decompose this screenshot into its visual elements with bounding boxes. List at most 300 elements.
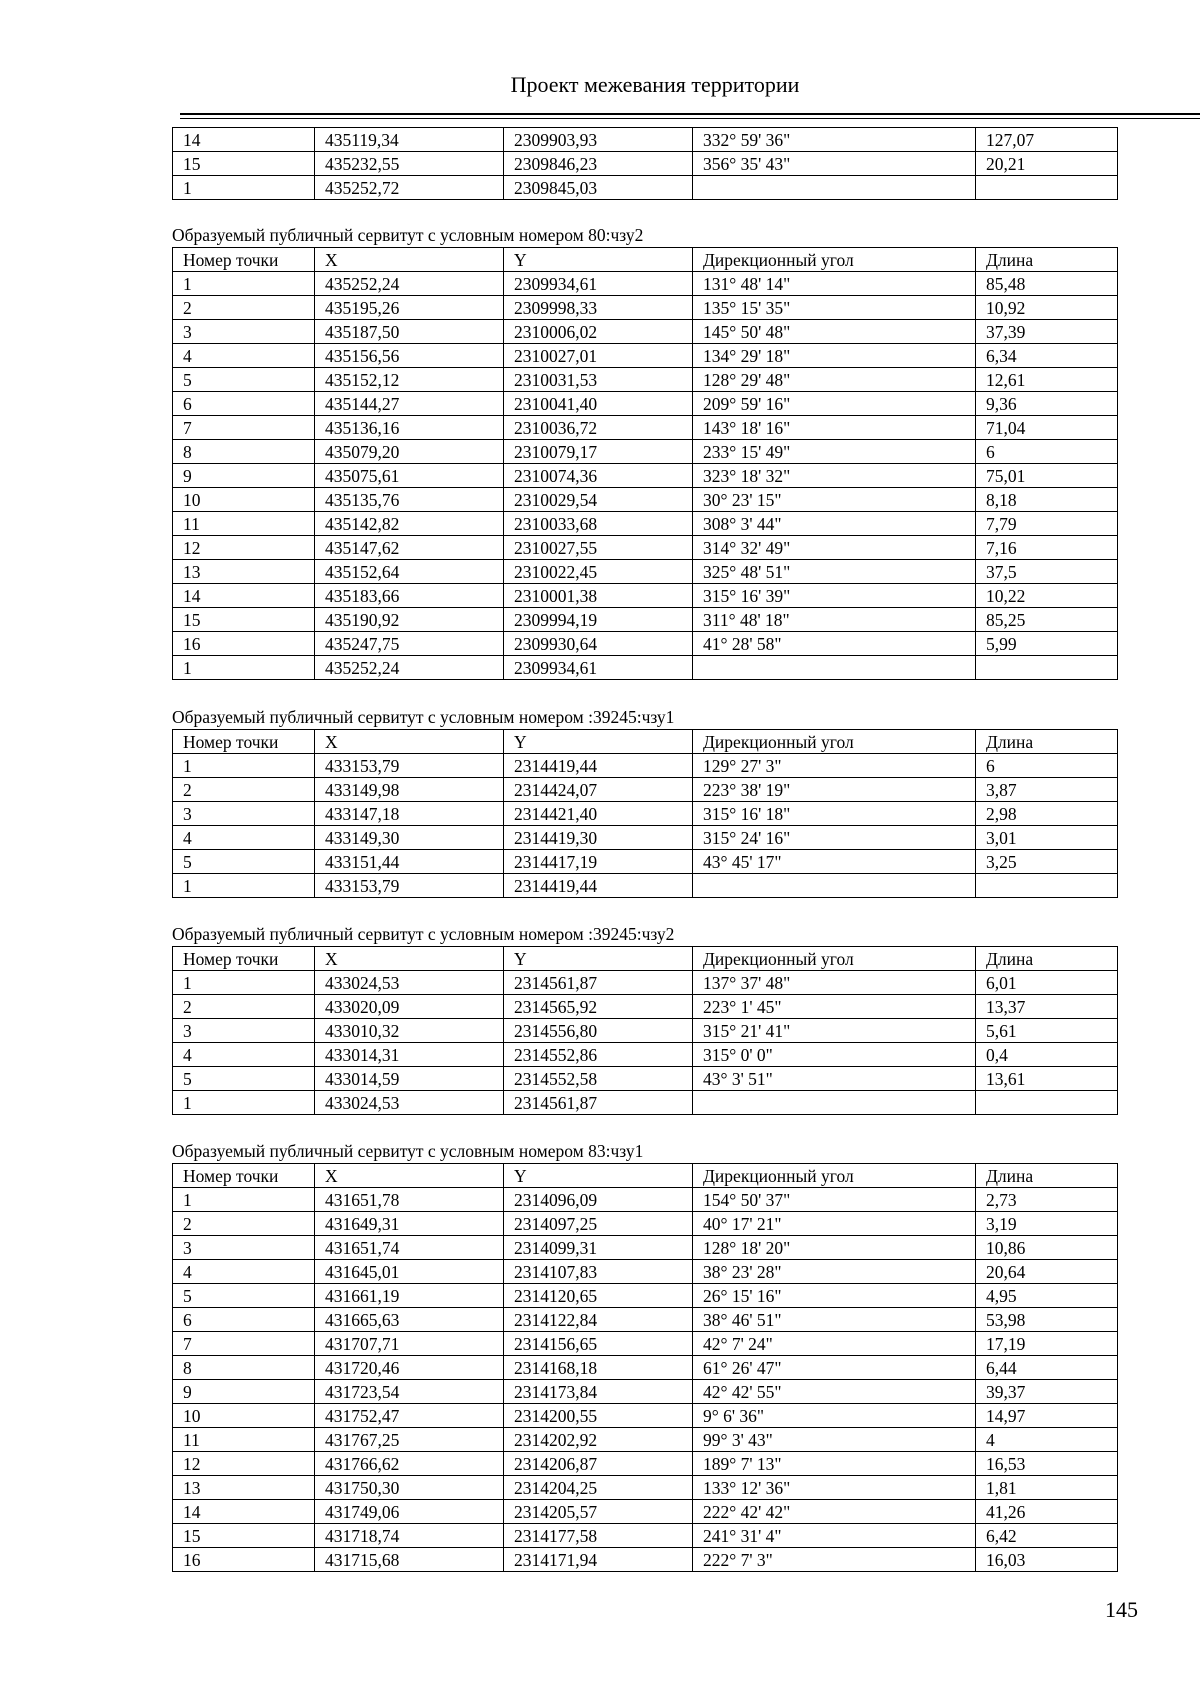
document-title: Проект межевания территории [510,72,800,97]
table-cell: 433020,09 [315,995,504,1019]
table-cell: 2314421,40 [504,802,693,826]
table-row [173,1356,1118,1380]
table-cell: 10 [173,488,315,512]
table-cell: 433151,44 [315,850,504,874]
column-header: Дирекционный угол [693,730,976,754]
table-cell: 3 [173,320,315,344]
table-cell: 6 [976,754,1118,778]
table-cell: 2309903,93 [504,128,693,152]
table-cell: 435152,12 [315,368,504,392]
column-header: Номер точки [173,730,315,754]
table-row [173,1067,1118,1091]
table-cell: 2314168,18 [504,1356,693,1380]
table-cell: 431715,68 [315,1548,504,1572]
table-cell: 435135,76 [315,488,504,512]
coordinates-table [172,1163,1118,1572]
table-cell: 433149,30 [315,826,504,850]
table-cell: 2 [173,778,315,802]
table-cell [976,874,1118,898]
table-cell: 6 [173,1308,315,1332]
table-cell: 223° 1' 45" [693,995,976,1019]
table-cell: 431720,46 [315,1356,504,1380]
coordinates-table [172,729,1118,898]
table-cell: 2314202,92 [504,1428,693,1452]
table-row [173,1091,1118,1115]
table-row [173,1019,1118,1043]
table-cell: 435142,82 [315,512,504,536]
table-cell: 2310031,53 [504,368,693,392]
column-header: Длина [976,947,1118,971]
table-cell: 2,98 [976,802,1118,826]
table-cell: 5 [173,850,315,874]
table-cell: 10,22 [976,584,1118,608]
table-cell: 38° 46' 51" [693,1308,976,1332]
table-cell: 435156,56 [315,344,504,368]
section-caption: Образуемый публичный сервитут с условным номером :39245:чзу2 [172,924,675,944]
table-cell: 433147,18 [315,802,504,826]
table-cell: 15 [173,152,315,176]
table-row [173,416,1118,440]
table-row [173,874,1118,898]
table-cell: 435252,72 [315,176,504,200]
table-cell: 71,04 [976,416,1118,440]
table-cell: 2314419,44 [504,874,693,898]
table-cell: 435152,64 [315,560,504,584]
table-cell: 2309934,61 [504,272,693,296]
table-row [173,464,1118,488]
table-cell: 2309846,23 [504,152,693,176]
table-cell: 30° 23' 15" [693,488,976,512]
table-cell: 128° 18' 20" [693,1236,976,1260]
table-cell: 2314096,09 [504,1188,693,1212]
table-header-row [173,1164,1118,1188]
table-cell: 7,16 [976,536,1118,560]
column-header: X [315,248,504,272]
table-cell: 135° 15' 35" [693,296,976,320]
table-row [173,850,1118,874]
table-row [173,1428,1118,1452]
table-cell: 189° 7' 13" [693,1452,976,1476]
table-cell: 99° 3' 43" [693,1428,976,1452]
table-cell: 41° 28' 58" [693,632,976,656]
table-cell: 431665,63 [315,1308,504,1332]
table-cell: 435190,92 [315,608,504,632]
table-cell: 435252,24 [315,656,504,680]
table-cell: 325° 48' 51" [693,560,976,584]
column-header: Y [504,1164,693,1188]
table-cell: 431649,31 [315,1212,504,1236]
table-cell: 11 [173,512,315,536]
table-cell: 433014,59 [315,1067,504,1091]
table-cell: 6,34 [976,344,1118,368]
table-cell: 435136,16 [315,416,504,440]
table-cell: 4 [976,1428,1118,1452]
table-row [173,1212,1118,1236]
table-cell [976,656,1118,680]
table-cell: 435187,50 [315,320,504,344]
table-cell: 435075,61 [315,464,504,488]
table-cell: 26° 15' 16" [693,1284,976,1308]
table-row [173,656,1118,680]
table-cell: 4,95 [976,1284,1118,1308]
table-cell: 315° 16' 18" [693,802,976,826]
table-cell: 137° 37' 48" [693,971,976,995]
table-cell: 16,53 [976,1452,1118,1476]
column-header: Длина [976,730,1118,754]
table-cell [693,656,976,680]
table-cell: 85,25 [976,608,1118,632]
table-cell: 75,01 [976,464,1118,488]
table-cell: 431723,54 [315,1380,504,1404]
table-cell [693,176,976,200]
table-row [173,1524,1118,1548]
table-cell: 9 [173,464,315,488]
table-row [173,584,1118,608]
table-row [173,296,1118,320]
coordinates-table [172,247,1118,680]
table-cell: 2314424,07 [504,778,693,802]
table-cell: 2314171,94 [504,1548,693,1572]
table-row [173,826,1118,850]
table-cell: 9 [173,1380,315,1404]
header-rule [180,113,1200,115]
table-cell: 1 [173,656,315,680]
table-cell: 2309930,64 [504,632,693,656]
table-cell: 0,4 [976,1043,1118,1067]
table-cell: 2314107,83 [504,1260,693,1284]
table-row [173,1308,1118,1332]
table-cell: 323° 18' 32" [693,464,976,488]
table-cell: 12 [173,536,315,560]
table-cell: 2310027,01 [504,344,693,368]
column-header: Длина [976,1164,1118,1188]
table-cell: 431661,19 [315,1284,504,1308]
table-cell: 1 [173,1188,315,1212]
table-cell: 1 [173,874,315,898]
table-cell: 1 [173,1091,315,1115]
table-cell: 127,07 [976,128,1118,152]
column-header: X [315,730,504,754]
table-cell: 2310006,02 [504,320,693,344]
table-row [173,1548,1118,1572]
table-cell: 431645,01 [315,1260,504,1284]
table-cell: 2310074,36 [504,464,693,488]
table-cell: 433014,31 [315,1043,504,1067]
table-cell: 16 [173,1548,315,1572]
table-cell: 42° 7' 24" [693,1332,976,1356]
column-header: X [315,1164,504,1188]
table-cell: 3 [173,1019,315,1043]
section-caption: Образуемый публичный сервитут с условным номером 80:чзу2 [172,225,644,245]
table-cell: 4 [173,1043,315,1067]
table-cell: 6 [173,392,315,416]
table-cell: 433010,32 [315,1019,504,1043]
table-cell: 2,73 [976,1188,1118,1212]
table-cell: 8 [173,440,315,464]
column-header: Дирекционный угол [693,248,976,272]
table-cell: 2314097,25 [504,1212,693,1236]
table-cell: 37,39 [976,320,1118,344]
table-cell: 9° 6' 36" [693,1404,976,1428]
table-cell [693,1091,976,1115]
table-cell: 7 [173,416,315,440]
table-cell: 1,81 [976,1476,1118,1500]
table-cell: 222° 42' 42" [693,1500,976,1524]
table-cell: 2 [173,1212,315,1236]
table-cell: 2314552,86 [504,1043,693,1067]
table-cell: 311° 48' 18" [693,608,976,632]
table-row [173,1236,1118,1260]
table-cell [693,874,976,898]
table-cell: 15 [173,1524,315,1548]
table-cell: 2314419,30 [504,826,693,850]
table-cell: 17,19 [976,1332,1118,1356]
table-cell: 1 [173,754,315,778]
table-cell: 2310041,40 [504,392,693,416]
table-row [173,802,1118,826]
table-cell: 431767,25 [315,1428,504,1452]
table-row [173,368,1118,392]
column-header: Длина [976,248,1118,272]
table-cell: 43° 3' 51" [693,1067,976,1091]
table-cell: 435232,55 [315,152,504,176]
table-cell: 209° 59' 16" [693,392,976,416]
column-header: Y [504,947,693,971]
table-cell: 12,61 [976,368,1118,392]
table-cell: 16,03 [976,1548,1118,1572]
table-cell: 3,25 [976,850,1118,874]
table-cell: 308° 3' 44" [693,512,976,536]
table-cell: 13 [173,560,315,584]
table-cell: 2310001,38 [504,584,693,608]
table-cell: 3 [173,1236,315,1260]
table-cell: 7 [173,1332,315,1356]
table-cell: 43° 45' 17" [693,850,976,874]
column-header: X [315,947,504,971]
table-cell: 241° 31' 4" [693,1524,976,1548]
column-header: Дирекционный угол [693,947,976,971]
table-row [173,608,1118,632]
table-cell: 2 [173,296,315,320]
table-cell: 143° 18' 16" [693,416,976,440]
table-cell: 233° 15' 49" [693,440,976,464]
table-cell: 14 [173,584,315,608]
table-cell: 5 [173,368,315,392]
page-number: 145 [1105,1597,1138,1622]
table-cell: 431651,78 [315,1188,504,1212]
table-row [173,754,1118,778]
table-cell: 2 [173,995,315,1019]
table-cell: 431707,71 [315,1332,504,1356]
section-caption: Образуемый публичный сервитут с условным номером :39245:чзу1 [172,707,675,727]
table-cell: 433024,53 [315,971,504,995]
table-cell [976,176,1118,200]
header-rule-thin [180,118,1200,119]
table-cell: 431752,47 [315,1404,504,1428]
table-row [173,1188,1118,1212]
table-cell: 14,97 [976,1404,1118,1428]
table-cell: 2310033,68 [504,512,693,536]
table-row [173,344,1118,368]
table-cell: 9,36 [976,392,1118,416]
table-cell: 3,87 [976,778,1118,802]
table-cell: 435079,20 [315,440,504,464]
table-cell [976,1091,1118,1115]
table-cell: 38° 23' 28" [693,1260,976,1284]
table-cell: 2314561,87 [504,971,693,995]
table-cell: 435195,26 [315,296,504,320]
table-row [173,560,1118,584]
table-cell: 431750,30 [315,1476,504,1500]
table-cell: 223° 38' 19" [693,778,976,802]
column-header: Y [504,248,693,272]
table-cell: 16 [173,632,315,656]
table-cell: 435252,24 [315,272,504,296]
table-cell: 154° 50' 37" [693,1188,976,1212]
table-cell: 12 [173,1452,315,1476]
table-cell: 332° 59' 36" [693,128,976,152]
column-header: Номер точки [173,248,315,272]
table-cell: 2314561,87 [504,1091,693,1115]
table-cell: 2314122,84 [504,1308,693,1332]
table-cell: 5 [173,1284,315,1308]
table-row [173,1043,1118,1067]
table-row [173,1452,1118,1476]
table-cell: 40° 17' 21" [693,1212,976,1236]
table-cell: 2314565,92 [504,995,693,1019]
table-cell: 2314177,58 [504,1524,693,1548]
coordinates-table [172,946,1118,1115]
table-row [173,632,1118,656]
table-cell: 1 [173,176,315,200]
table-header-row [173,730,1118,754]
table-cell: 2314417,19 [504,850,693,874]
table-cell: 435183,66 [315,584,504,608]
table-row [173,778,1118,802]
table-cell: 14 [173,1500,315,1524]
table-cell: 433153,79 [315,874,504,898]
table-cell: 2314156,65 [504,1332,693,1356]
table-cell: 6 [976,440,1118,464]
table-cell: 2309934,61 [504,656,693,680]
table-cell: 39,37 [976,1380,1118,1404]
table-cell: 2314556,80 [504,1019,693,1043]
table-cell: 7,79 [976,512,1118,536]
table-row [173,1284,1118,1308]
table-cell: 1 [173,272,315,296]
table-cell: 134° 29' 18" [693,344,976,368]
table-cell: 20,21 [976,152,1118,176]
table-cell: 20,64 [976,1260,1118,1284]
table-row [173,176,1118,200]
table-cell: 2310027,55 [504,536,693,560]
table-cell: 431766,62 [315,1452,504,1476]
table-cell: 431718,74 [315,1524,504,1548]
table-row [173,152,1118,176]
coordinates-table-continued [172,127,1118,200]
table-row [173,1476,1118,1500]
table-cell: 6,01 [976,971,1118,995]
table-cell: 433149,98 [315,778,504,802]
table-cell: 4 [173,1260,315,1284]
table-cell: 5,61 [976,1019,1118,1043]
table-cell: 2314204,25 [504,1476,693,1500]
table-cell: 435119,34 [315,128,504,152]
table-row [173,971,1118,995]
table-cell: 42° 42' 55" [693,1380,976,1404]
table-row [173,1332,1118,1356]
table-cell: 8,18 [976,488,1118,512]
table-cell: 13,37 [976,995,1118,1019]
table-cell: 315° 0' 0" [693,1043,976,1067]
table-cell: 41,26 [976,1500,1118,1524]
table-cell: 315° 21' 41" [693,1019,976,1043]
table-cell: 2314200,55 [504,1404,693,1428]
table-cell: 1 [173,971,315,995]
table-row [173,995,1118,1019]
table-cell: 15 [173,608,315,632]
table-cell: 129° 27' 3" [693,754,976,778]
table-cell: 5 [173,1067,315,1091]
table-cell: 2309845,03 [504,176,693,200]
table-row [173,488,1118,512]
table-cell: 3,19 [976,1212,1118,1236]
table-cell: 435247,75 [315,632,504,656]
table-row [173,392,1118,416]
table-row [173,1380,1118,1404]
table-cell: 2314173,84 [504,1380,693,1404]
table-cell: 2314206,87 [504,1452,693,1476]
table-cell: 435147,62 [315,536,504,560]
table-cell: 13 [173,1476,315,1500]
table-cell: 6,42 [976,1524,1118,1548]
table-header-row [173,947,1118,971]
table-cell: 10,86 [976,1236,1118,1260]
table-cell: 2314205,57 [504,1500,693,1524]
table-row [173,1404,1118,1428]
table-row [173,1260,1118,1284]
table-cell: 433153,79 [315,754,504,778]
table-cell: 61° 26' 47" [693,1356,976,1380]
table-header-row [173,248,1118,272]
table-cell: 145° 50' 48" [693,320,976,344]
table-row [173,440,1118,464]
section-caption: Образуемый публичный сервитут с условным номером 83:чзу1 [172,1141,644,1161]
table-cell: 431749,06 [315,1500,504,1524]
table-cell: 315° 24' 16" [693,826,976,850]
table-cell: 10,92 [976,296,1118,320]
table-row [173,272,1118,296]
table-cell: 5,99 [976,632,1118,656]
table-cell: 431651,74 [315,1236,504,1260]
table-cell: 2309994,19 [504,608,693,632]
table-cell: 14 [173,128,315,152]
table-cell: 222° 7' 3" [693,1548,976,1572]
table-cell: 2310029,54 [504,488,693,512]
table-cell: 435144,27 [315,392,504,416]
table-row [173,1500,1118,1524]
table-cell: 8 [173,1356,315,1380]
table-cell: 128° 29' 48" [693,368,976,392]
table-cell: 3 [173,802,315,826]
table-cell: 2310079,17 [504,440,693,464]
table-cell: 131° 48' 14" [693,272,976,296]
table-cell: 356° 35' 43" [693,152,976,176]
table-cell: 2310036,72 [504,416,693,440]
table-cell: 3,01 [976,826,1118,850]
table-cell: 85,48 [976,272,1118,296]
column-header: Y [504,730,693,754]
